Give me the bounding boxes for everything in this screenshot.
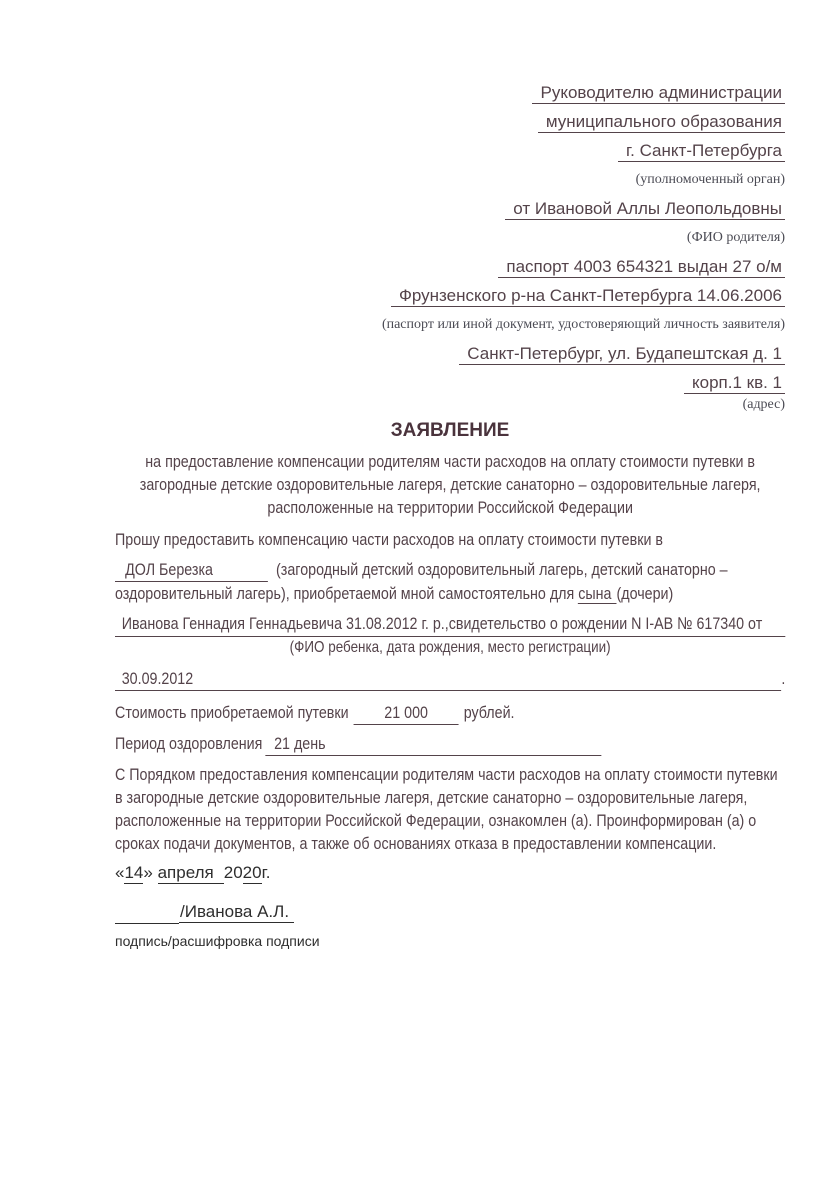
camp-name-field: ДОЛ Березка bbox=[115, 558, 268, 582]
camp-line-2 bbox=[115, 582, 785, 605]
period-label: Период оздоровления bbox=[115, 734, 263, 753]
addressee-line bbox=[115, 252, 785, 281]
camp-paragraph bbox=[115, 558, 785, 605]
addressee-city: г. Санкт-Петербурга bbox=[618, 141, 785, 162]
caption-address: (адрес) bbox=[742, 397, 785, 412]
passport-number-field: паспорт 4003 654321 выдан 27 о/м bbox=[498, 257, 785, 278]
acknowledgement-line: в загородные детские оздоровительные лагеря, детские санаторно – оздоровительные лагеря, bbox=[115, 788, 748, 807]
acknowledgement-line: С Порядком предоставления компенсации родителям части расходов на оплату стоимости путевки bbox=[115, 765, 778, 784]
caption-authorized-body: (уполномоченный орган) bbox=[635, 172, 785, 187]
document-title: ЗАЯВЛЕНИЕ bbox=[390, 420, 510, 441]
acknowledgement-line: расположенные на территории Российской Федерации, ознакомлен (а). Проинформирован (а) о bbox=[115, 811, 757, 830]
child-gender-field: сына bbox=[578, 584, 616, 604]
addressee-org-line-2: муниципального образования bbox=[538, 112, 785, 133]
acknowledgement-line: сроках подачи документов, а также об основаниях отказа в предоставлении компенсации. bbox=[115, 834, 717, 853]
passport-issuer-field: Фрунзенского р-на Санкт-Петербурга 14.06.2006 bbox=[391, 286, 785, 307]
cost-value-field: 21 000 bbox=[354, 701, 459, 725]
addressee-line bbox=[115, 339, 785, 368]
date-day-field: 14 bbox=[124, 863, 144, 882]
acknowledgement-paragraph bbox=[115, 763, 785, 855]
addressee-line bbox=[115, 107, 785, 136]
caption-parent-name: (ФИО родителя) bbox=[686, 230, 785, 245]
addressee-line bbox=[115, 368, 785, 397]
address-field-line-2: корп.1 кв. 1 bbox=[684, 373, 785, 394]
caption-identity-document: (паспорт или иной документ, удостоверяющий личность заявителя) bbox=[381, 317, 785, 332]
addressee-line bbox=[115, 194, 785, 223]
camp-line-1-text: (загородный детский оздоровительный лагерь, детский санаторно – bbox=[276, 560, 728, 579]
applicant-name-field: от Ивановой Аллы Леопольдовны bbox=[505, 199, 785, 220]
date-suffix: г. bbox=[261, 863, 271, 882]
caption-signature: подпись/расшифровка подписи bbox=[115, 933, 320, 949]
addressee-line bbox=[115, 281, 785, 310]
date-year-field: 20 bbox=[242, 863, 262, 882]
certificate-date-block bbox=[115, 668, 785, 691]
certificate-date-field: 30.09.2012 bbox=[115, 668, 781, 691]
subtitle-line: на предоставление компенсации родителям части расходов на оплату стоимости путевки в bbox=[145, 452, 756, 471]
quote-close: » bbox=[143, 863, 153, 882]
camp-line-1 bbox=[115, 558, 785, 582]
document-subtitle bbox=[115, 450, 785, 519]
addressee-block bbox=[115, 78, 785, 417]
request-intro-line: Прошу предоставить компенсацию части расходов на оплату стоимости путевки в bbox=[115, 530, 663, 549]
period-block bbox=[115, 732, 785, 756]
cost-label: Стоимость приобретаемой путевки bbox=[115, 703, 349, 722]
signature-name-field: /Иванова А.Л. bbox=[179, 902, 294, 923]
request-intro bbox=[115, 528, 785, 551]
address-field-line-1: Санкт-Петербург, ул. Будапештская д. 1 bbox=[459, 344, 785, 365]
document-content bbox=[115, 78, 785, 950]
caption-child-info: (ФИО ребенка, дата рождения, место регистрации) bbox=[289, 639, 611, 656]
line-end-period: . bbox=[781, 669, 786, 688]
period-value-field: 21 день bbox=[266, 732, 602, 756]
period-row bbox=[115, 732, 785, 756]
addressee-line bbox=[115, 78, 785, 107]
subtitle-line: загородные детские оздоровительные лагеря, детские санаторно – оздоровительные лагеря, bbox=[139, 475, 761, 494]
cost-row bbox=[115, 701, 785, 725]
addressee-org-line-1: Руководителю администрации bbox=[532, 83, 785, 104]
document-date-row bbox=[115, 861, 785, 884]
quote-open: « bbox=[115, 863, 125, 882]
addressee-line bbox=[115, 136, 785, 165]
signature-blank-field bbox=[115, 905, 179, 924]
camp-line-2-tail: (дочери) bbox=[616, 584, 674, 603]
certificate-date-row bbox=[115, 668, 785, 691]
cost-suffix: рублей. bbox=[463, 703, 515, 722]
child-info-field: Иванова Геннадия Геннадьевича 31.08.2012 г. р.,свидетельство о рождении N I-АВ № 617340 от bbox=[115, 613, 785, 637]
signature-row bbox=[115, 900, 785, 924]
subtitle-line: расположенные на территории Российской Федерации bbox=[267, 498, 633, 517]
date-century: 20 bbox=[223, 863, 243, 882]
cost-block bbox=[115, 701, 785, 725]
date-month-field: апреля bbox=[158, 863, 224, 884]
camp-line-2-text: оздоровительный лагерь), приобретаемой мной самостоятельно для bbox=[115, 584, 575, 603]
child-info-block bbox=[115, 613, 785, 658]
